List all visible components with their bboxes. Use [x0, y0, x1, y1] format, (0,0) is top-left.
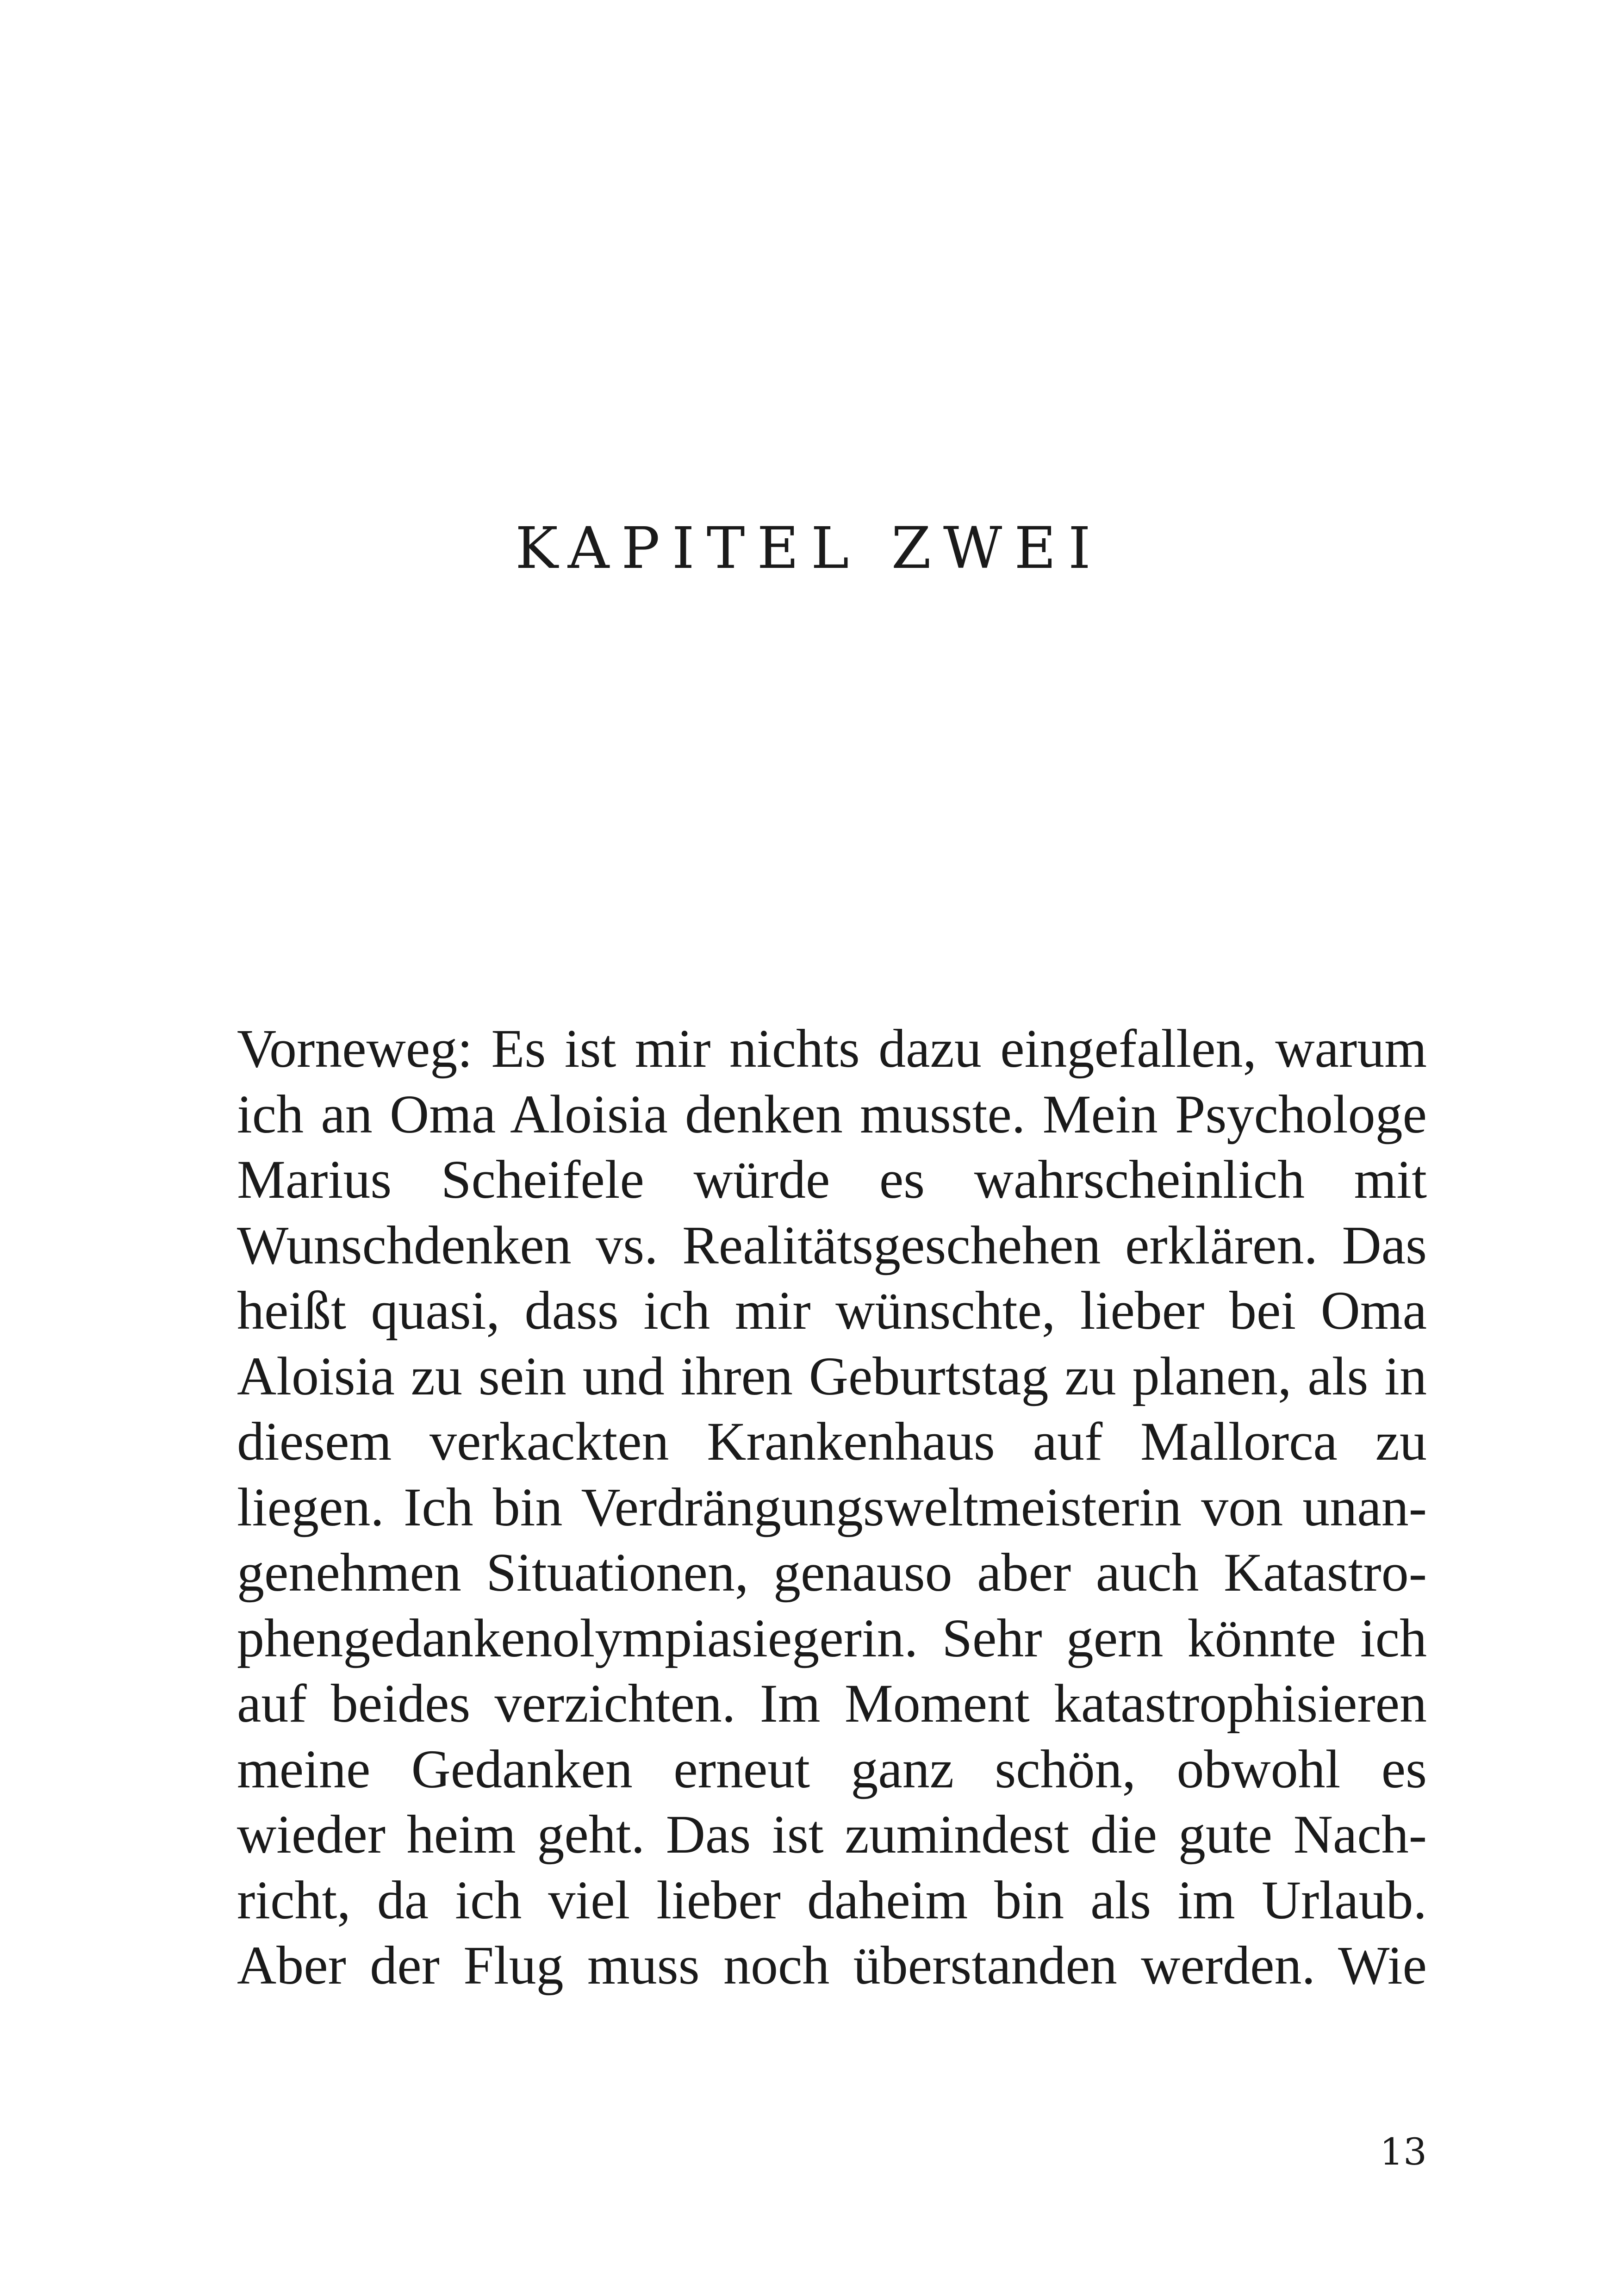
text-line: phengedankenolympiasiegerin. Sehr gern könnte ich — [237, 1607, 1427, 1668]
text-line: Wunschdenken vs. Realitätsgeschehen erklären. Das — [237, 1214, 1427, 1276]
text-line: auf beides verzichten. Im Moment katastrophisieren — [237, 1673, 1427, 1734]
text-line: richt, da ich viel lieber daheim bin als im Urlaub. — [237, 1869, 1427, 1930]
page-number: 13 — [1380, 2130, 1427, 2173]
text-line: wieder heim geht. Das ist zumindest die gute Nach- — [237, 1804, 1427, 1865]
text-line: ich an Oma Aloisia denken musste. Mein Psychologe — [237, 1083, 1427, 1145]
text-line: Aber der Flug muss noch überstanden werden. Wie — [237, 1935, 1427, 1996]
body-paragraph — [237, 1016, 1427, 1998]
text-line: Aloisia zu sein und ihren Geburtstag zu planen, als in — [237, 1345, 1427, 1406]
text-line: liegen. Ich bin Verdrängungsweltmeisterin von unan- — [237, 1476, 1427, 1537]
text-line: meine Gedanken erneut ganz schön, obwohl es — [237, 1738, 1427, 1799]
text-line: Marius Scheifele würde es wahrscheinlich mit — [237, 1149, 1427, 1210]
text-line: heißt quasi, dass ich mir wünschte, lieber bei Oma — [237, 1280, 1427, 1341]
text-line: Vorneweg: Es ist mir nichts dazu eingefallen, warum — [237, 1018, 1427, 1079]
text-line: genehmen Situationen, genauso aber auch Katastro- — [237, 1542, 1427, 1603]
text-line: diesem verkackten Krankenhaus auf Mallorca zu — [237, 1411, 1427, 1472]
chapter-title: KAPITEL ZWEI — [515, 515, 1103, 582]
